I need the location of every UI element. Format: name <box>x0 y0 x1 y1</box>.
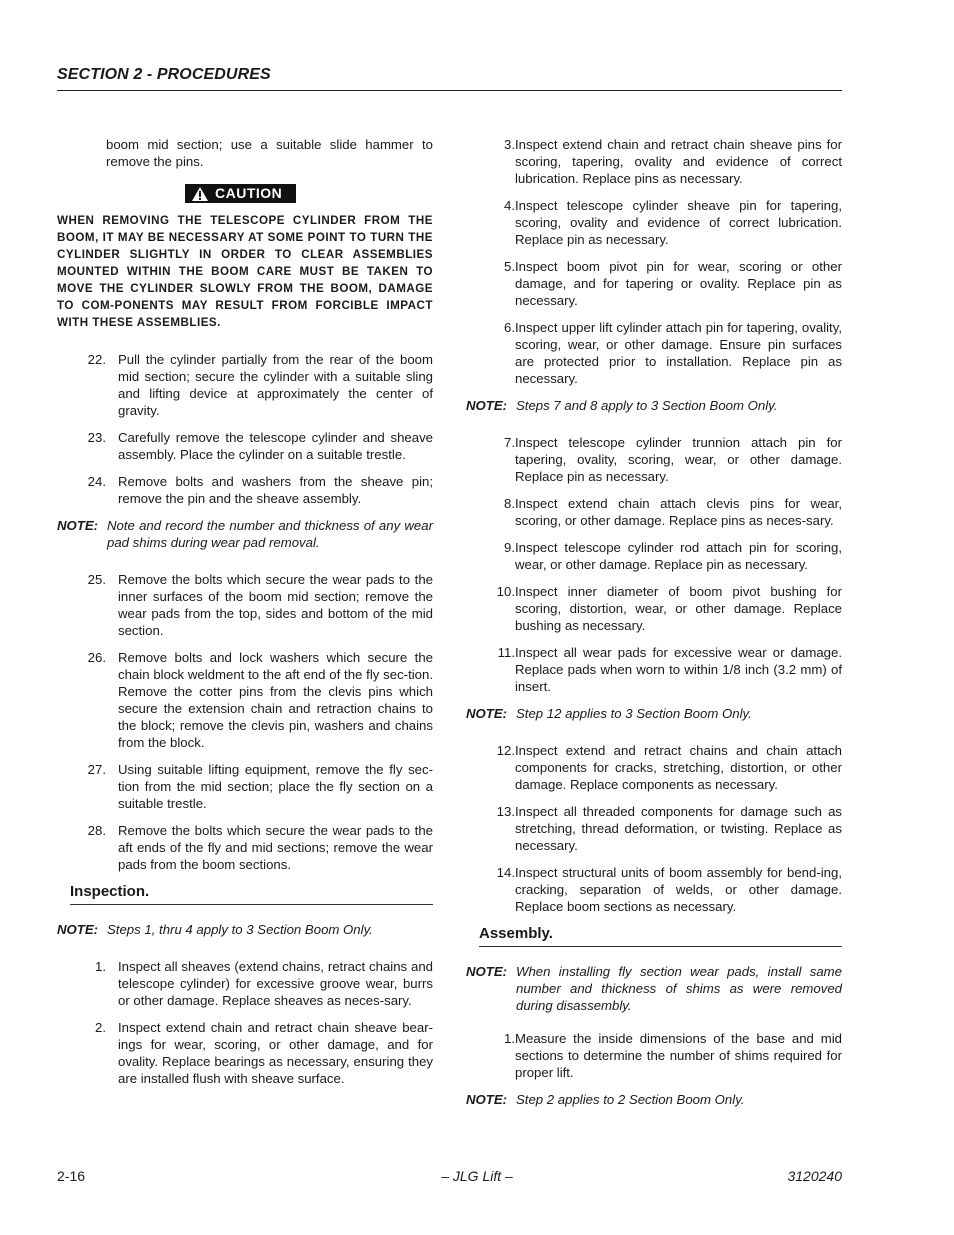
steps-25-28 <box>57 571 433 873</box>
list-item: 12. Inspect extend and retract chains and chain attach components for cracks, stretching, distortion, or other damage. Replace components as necessary. <box>496 743 842 792</box>
caution-text: WHEN REMOVING THE TELESCOPE CYLINDER FROM THE BOOM, IT MAY BE NECESSARY AT SOME POINT TO TURN THE CYLINDER SLIGHTLY IN ORDER TO CLEAR ASSEMBLIES MOUNTED WITHIN THE BOOM CARE MUST BE TAKEN TO MOVE THE CYLINDER SLOWLY FROM THE BOOM, DAMAGE TO COM-PONENTS MAY RESULT FROM FORCIBLE IMPACT WITH THESE ASSEMBLIES. <box>57 213 433 329</box>
note-step-12: NOTE: Step 12 applies to 3 Section Boom Only. <box>466 706 752 721</box>
list-item: 1. Inspect all sheaves (extend chains, retract chains and telescope cylinder) for excessive groove wear, burrs or other damage. Replace sheaves as neces-sary. <box>95 958 433 1008</box>
note-steps-1-4: NOTE: Steps 1, thru 4 apply to 3 Section Boom Only. <box>57 921 373 937</box>
assembly-heading: Assembly. <box>479 925 842 947</box>
steps-1-2 <box>57 958 433 1087</box>
list-item: 23. Carefully remove the telescope cylinder and sheave assembly. Place the cylinder on a suitable trestle. <box>87 429 433 462</box>
list-item: 24. Remove bolts and washers from the sheave pin; remove the pin and the sheave assembly. <box>87 473 433 506</box>
list-item: 2. Inspect extend chain and retract chain sheave bear-ings for wear, scoring, or other damage, and for ovality. Replace bearings as necessary, ensuring they are installed flush with sheave surface. <box>95 1019 433 1086</box>
footer-brand: – JLG Lift – <box>441 1168 513 1184</box>
steps-3-6 <box>466 136 842 387</box>
caution-badge <box>185 184 296 203</box>
list-item: 3. Inspect extend chain and retract chain sheave pins for scoring, tapering, ovality and evidence of correct lubrication. Replace pins as necessary. <box>504 137 842 186</box>
assembly-step-1 <box>466 1030 842 1081</box>
list-item: 8. Inspect extend chain attach clevis pins for wear, scoring, or other damage. Replace pins as neces-sary. <box>504 496 842 528</box>
list-item: 27. Using suitable lifting equipment, remove the fly sec-tion from the mid section; place the fly section on a suitable trestle. <box>87 761 433 811</box>
list-item: 22. Pull the cylinder partially from the rear of the boom mid section; secure the cylinder with a suitable sling and lifting device at approximately the center of gravity. <box>87 351 433 418</box>
right-column <box>466 136 842 1128</box>
page-number: 2-16 <box>57 1168 86 1184</box>
list-item: 7. Inspect telescope cylinder trunnion attach pin for tapering, ovality, scoring, wear, or other damage. Replace pin as necessary. <box>504 435 842 484</box>
warning-triangle-icon <box>191 186 209 202</box>
intro-paragraph: boom mid section; use a suitable slide hammer to remove the pins. <box>106 137 433 169</box>
list-item: 5. Inspect boom pivot pin for wear, scoring or other damage, and for tapering or ovality. Replace pin as necessary. <box>504 259 842 308</box>
section-title: SECTION 2 - PROCEDURES <box>57 66 271 83</box>
list-item: 11. Inspect all wear pads for excessive wear or damage. Replace pads when worn to within 1/8 inch (3.2 mm) of insert. <box>497 645 842 694</box>
steps-12-14 <box>466 742 842 915</box>
list-item: 25. Remove the bolts which secure the wear pads to the inner surfaces of the boom mid section; remove the wear pads from the top, sides and bottom of the mid section. <box>87 571 433 638</box>
caution-banner <box>57 184 433 206</box>
list-item: 13. Inspect all threaded components for damage such as stretching, thread deformation, or twisting. Replace as necessary. <box>496 804 842 853</box>
list-item: 4. Inspect telescope cylinder sheave pin for tapering, scoring, ovality and evidence of correct lubrication. Replace pin as necessary. <box>504 198 842 247</box>
steps-7-11 <box>466 434 842 695</box>
list-item: 26. Remove bolts and lock washers which secure the chain block weldment to the aft end of the fly sec-tion. Remove the cotter pins from the clevis pins which secure the extension chain and retraction chains to the block; remove the clevis pin, washers and chains from the block. <box>87 649 433 750</box>
inspection-heading: Inspection. <box>70 883 433 905</box>
left-column <box>57 136 433 1097</box>
section-header <box>57 66 842 91</box>
list-item: 10. Inspect inner diameter of boom pivot bushing for scoring, distortion, wear, or other damage. Replace bushing as necessary. <box>496 584 842 633</box>
list-item: 6. Inspect upper lift cylinder attach pin for tapering, ovality, scoring, wear, or other damage. Ensure pin surfaces are protected prior to installation. Replace pin as necessary. <box>504 320 842 386</box>
document-number: 3120240 <box>787 1168 842 1184</box>
note-wear-pad-shims: NOTE: Note and record the number and thickness of any wear pad shims during wear pad removal. <box>57 517 433 550</box>
note-wear-pad-install: NOTE: When installing fly section wear pads, install same number and thickness of shims as were removed during disassembly. <box>466 964 842 1013</box>
note-step-2: NOTE: Step 2 applies to 2 Section Boom Only. <box>466 1092 745 1107</box>
caution-label: CAUTION <box>215 185 283 201</box>
list-item: 28. Remove the bolts which secure the wear pads to the aft ends of the fly and mid sections; remove the wear pads from the boom sections. <box>87 822 433 872</box>
list-item: 1. Measure the inside dimensions of the base and mid sections to determine the number of shims required for proper lift. <box>504 1031 842 1080</box>
list-item: 9. Inspect telescope cylinder rod attach pin for scoring, wear, or other damage. Replace pin as necessary. <box>504 540 842 572</box>
note-steps-7-8: NOTE: Steps 7 and 8 apply to 3 Section Boom Only. <box>466 398 778 413</box>
list-item: 14. Inspect structural units of boom assembly for bend-ing, cracking, separation of welds, or other damage. Replace boom sections as necessary. <box>496 865 842 914</box>
steps-22-24 <box>57 351 433 507</box>
